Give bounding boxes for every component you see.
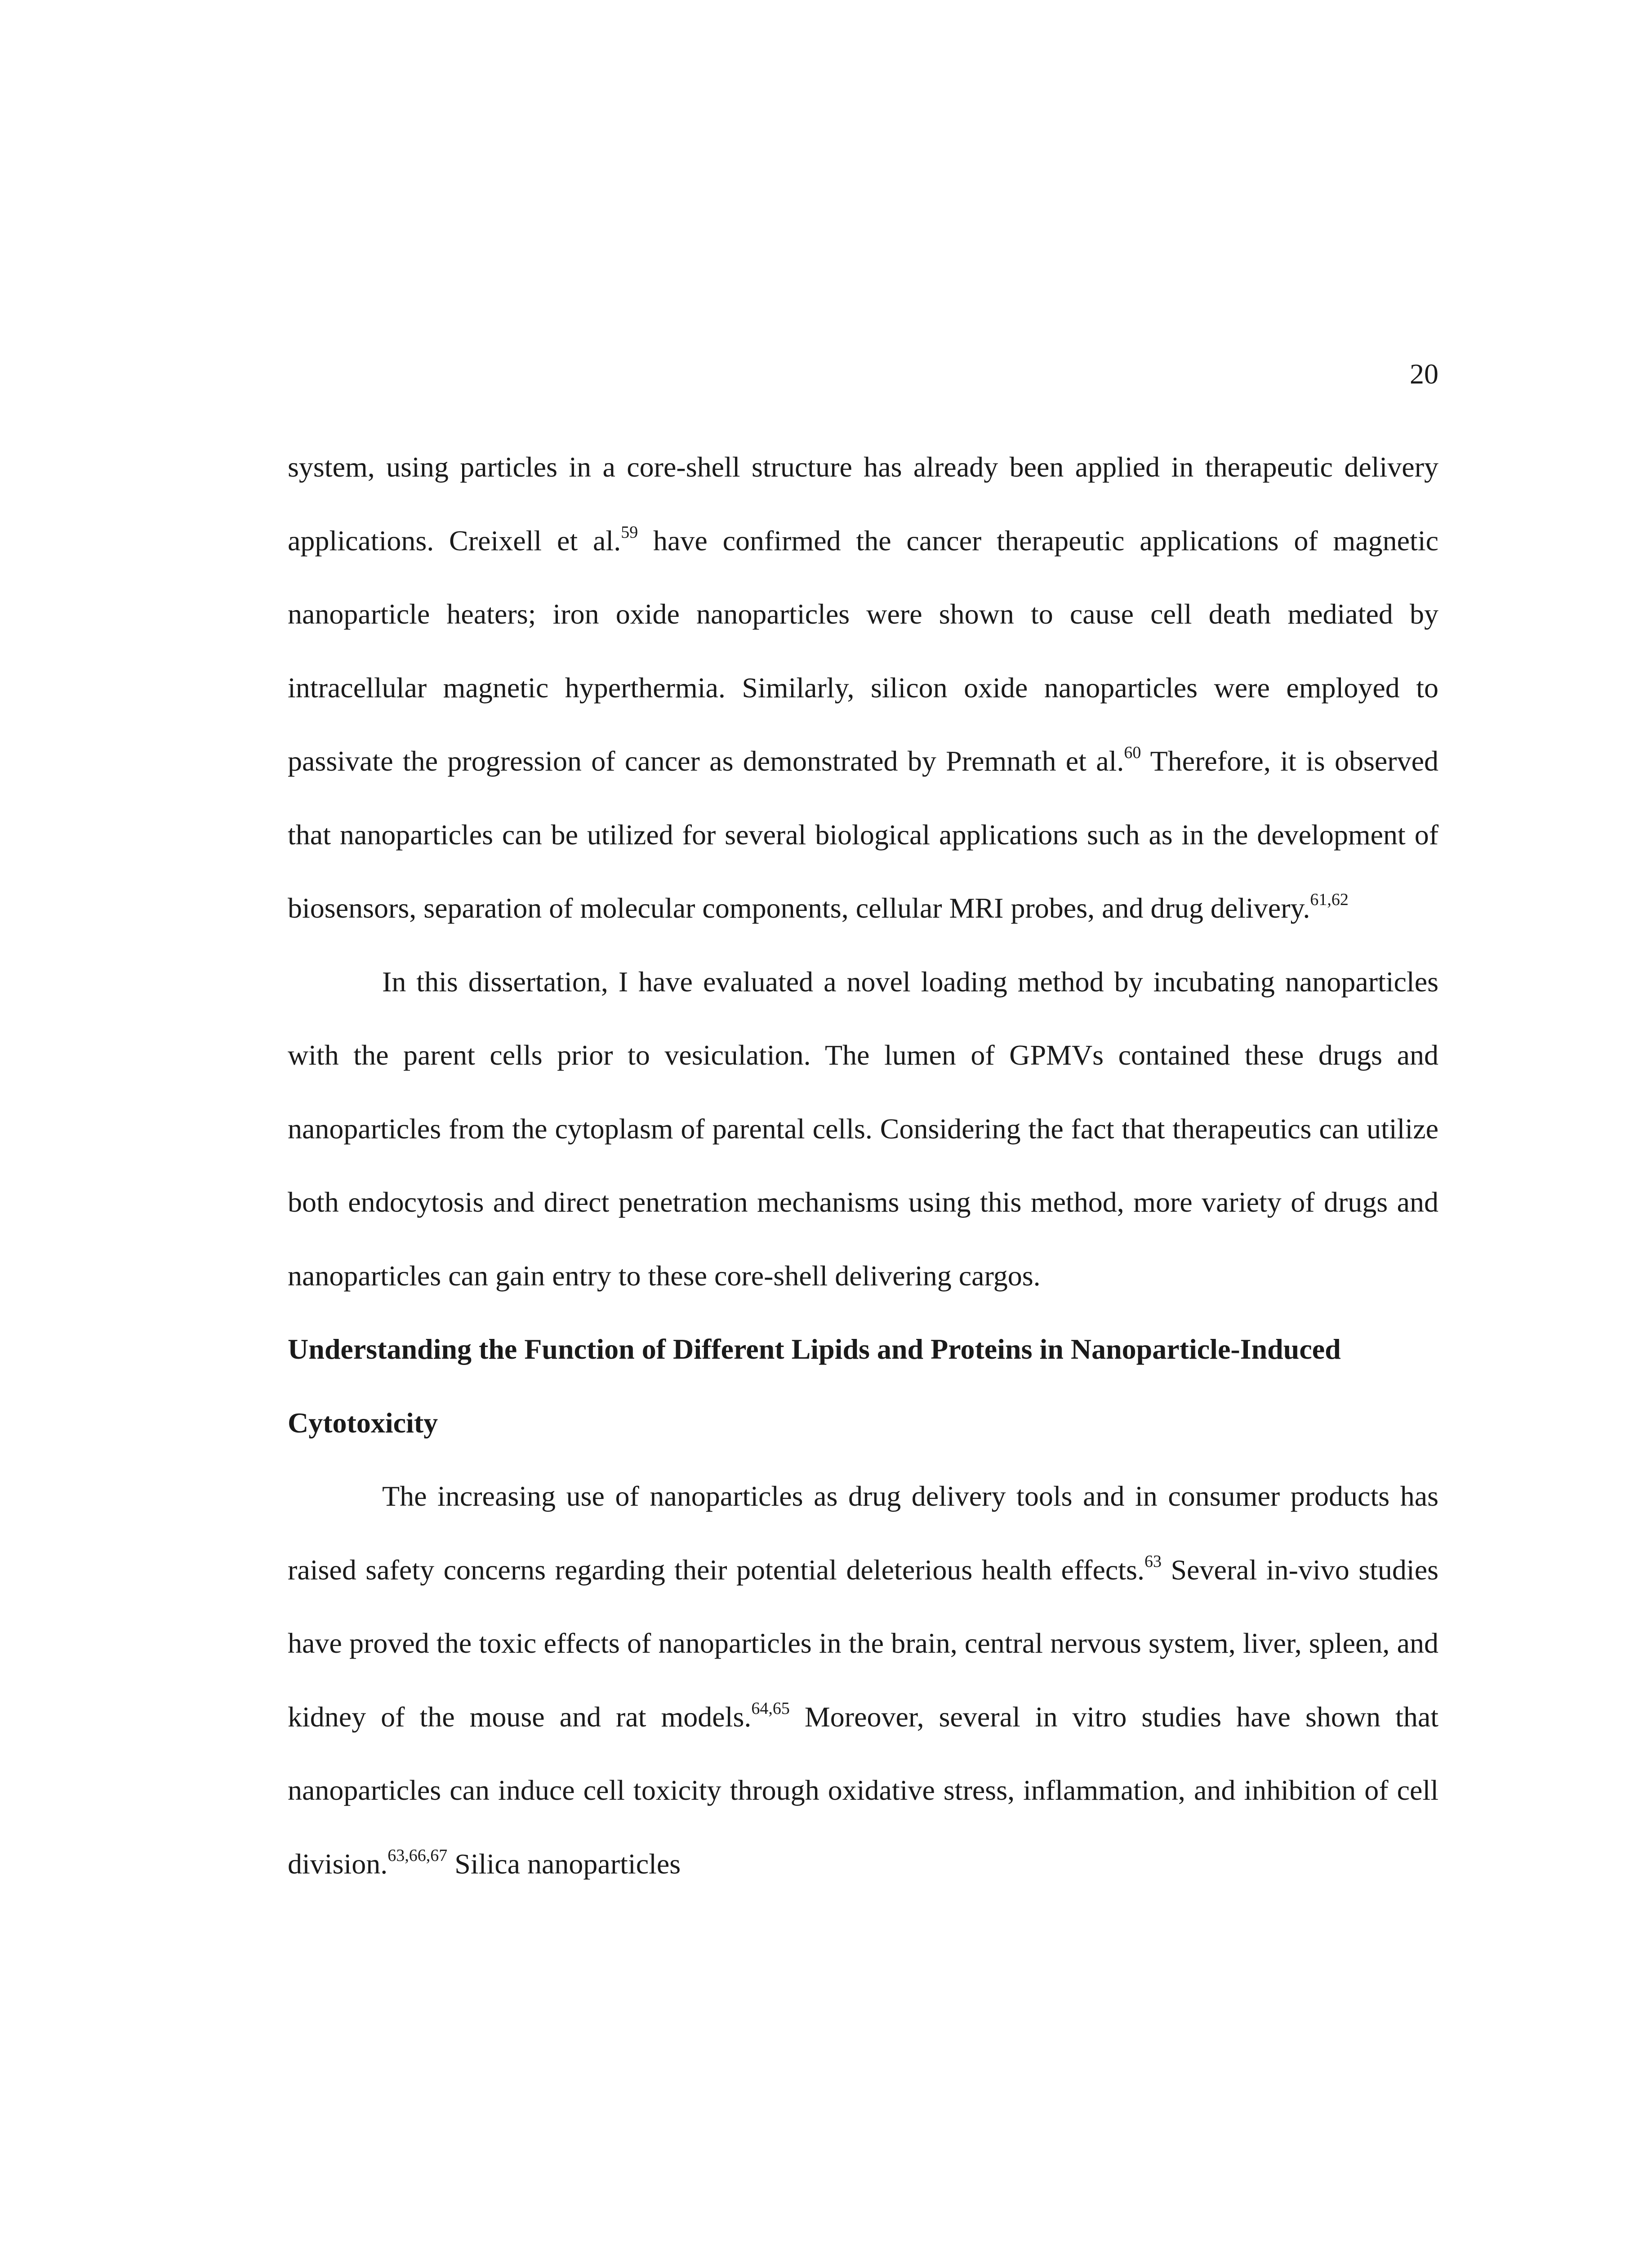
paragraph-text: Silica nanoparticles	[447, 1847, 681, 1880]
paragraph-loading-method: In this dissertation, I have evaluated a novel loading method by incubating nanoparticles with the parent cells prior to vesiculation. The lumen of GPMVs contained these drugs and nanoparticles from the cytoplasm of parental cells. Considering the fact that therapeutics can utilize both endocytosis and direct penetration mechanisms using this method, more variety of drugs and nanoparticles can gain entry to these core-shell delivering cargos.	[288, 965, 1438, 1292]
paragraph-text: Therefore, it is observed that nanoparticles can be utilized for several biological applications such as in the development of biosensors, separation of molecular components, cellular MRI probes, and drug delivery.	[288, 745, 1439, 924]
citation-superscript: 64,65	[751, 1699, 790, 1718]
paragraph-core-shell-applications	[288, 430, 1438, 945]
page-body	[288, 430, 1438, 1900]
section-heading: Understanding the Function of Different Lipids and Proteins in Nanoparticle-Induced Cytotoxicity	[288, 1333, 1341, 1439]
citation-superscript: 60	[1124, 743, 1141, 762]
citation-superscript: 63,66,67	[387, 1846, 448, 1865]
citation-superscript: 59	[621, 522, 638, 542]
paragraph-text: The increasing use of nanoparticles as drug delivery tools and in consumer products has raised safety concerns regarding their potential deleterious health effects.	[288, 1480, 1438, 1586]
paragraph-text: Several in-vivo studies have proved the toxic effects of nanoparticles in the brain, central nervous system, liver, spleen, and kidney of the mouse and rat models.	[288, 1553, 1439, 1733]
paragraph-text: Moreover, several in vitro studies have shown that nanoparticles can induce cell toxicity through oxidative stress, inflammation, and inhibition of cell division.	[288, 1700, 1439, 1880]
page-number: 20	[1410, 358, 1438, 390]
citation-superscript: 63	[1144, 1552, 1162, 1571]
paragraph-nanoparticle-toxicity	[288, 1459, 1438, 1900]
paragraph-text: system, using particles in a core-shell structure has already been applied in therapeutic delivery applications. Creixell et al.	[288, 451, 1438, 557]
paragraph-text: have confirmed the cancer therapeutic applications of magnetic nanoparticle heaters; iron oxide nanoparticles were shown to cause cell death mediated by intracellular magnetic hyperthermia. Similarly, silicon oxide nanoparticles were employed to passivate the progression of cancer as demonstrated by Premnath et al.	[288, 524, 1439, 777]
citation-superscript: 61,62	[1310, 890, 1349, 909]
